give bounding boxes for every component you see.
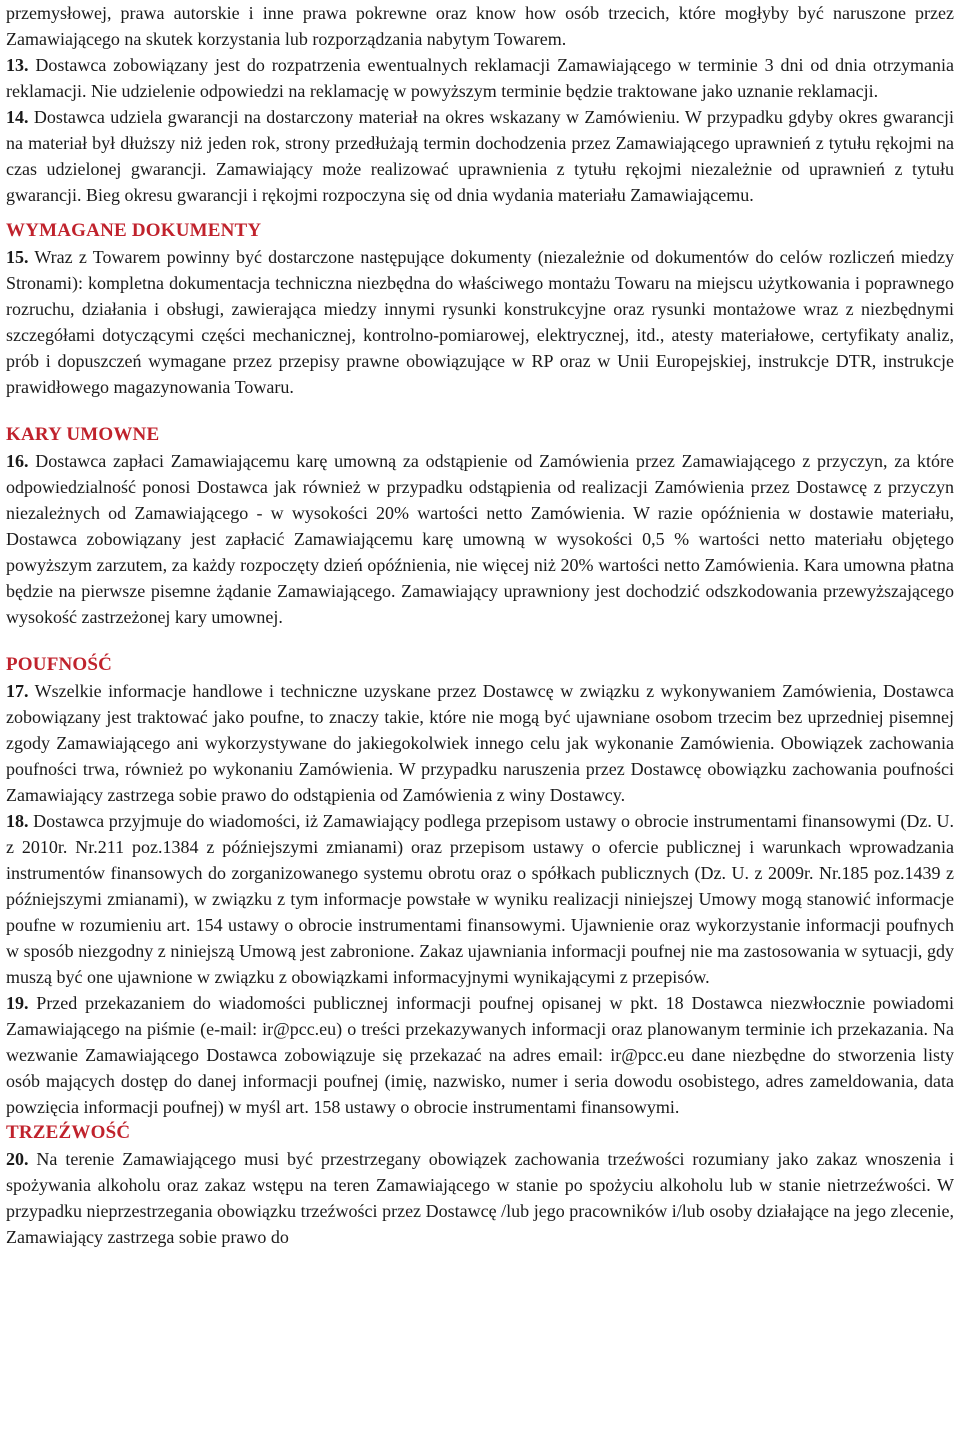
paragraph-number: 15. [6, 247, 29, 267]
paragraph-text: Wszelkie informacje handlowe i techniczne uzyskane przez Dostawcę w związku z wykonywaniem Zamówienia, Dostawca zobowiązany jest traktować jako poufne, to znaczy takie, które nie mogą być ujawniane osobom trzecim bez uprzedniej pisemnej zgody Zamawiającego ani wykorzystywane do jakiegokolwiek innego celu jak wykonanie Zamówienia. Obowiązek zachowania poufności trwa, również po wykonaniu Zamówienia. W przypadku naruszenia przez Dostawcę obowiązku zachowania poufności Zamawiający zastrzega sobie prawo do odstąpienia od Zamówienia z winy Dostawcy. [6, 681, 954, 805]
paragraph-17 [6, 678, 954, 808]
paragraph-text: Dostawca przyjmuje do wiadomości, iż Zamawiający podlega przepisom ustawy o obrocie instrumentami finansowymi (Dz. U. z 2010r. Nr.211 poz.1384 z późniejszymi zmianami) oraz przepisom ustawy o ofercie publicznej i warunkach wprowadzania instrumentów finansowych do zorganizowanego systemu obrotu oraz o spółkach publicznych (Dz. U. z 2009r. Nr.185 poz.1439 z późniejszymi zmianami), w związku z tym informacje powstałe w wyniku realizacji niniejszej Umowy mogą stanowić informacje poufne w rozumieniu art. 154 ustawy o obrocie instrumentami finansowymi. Ujawnienie oraz wykorzystanie informacji poufnych w sposób niezgodny z niniejszą Umową jest zabronione. Zakaz ujawniania informacji poufnej nie ma zastosowania w sytuacji, gdy muszą być one ujawnione w związku z obowiązkami informacyjnymi wynikającymi z przepisów. [6, 811, 954, 987]
paragraph-13 [6, 52, 954, 104]
paragraph-20 [6, 1146, 954, 1250]
paragraph-number: 20. [6, 1149, 29, 1169]
paragraph-14 [6, 104, 954, 208]
section-heading-trzezwosc: TRZEŹWOŚĆ [6, 1122, 131, 1143]
section-heading-dokumenty: WYMAGANE DOKUMENTY [6, 220, 262, 241]
paragraph-number: 18. [6, 811, 29, 831]
paragraph-18 [6, 808, 954, 990]
paragraph-text: Na terenie Zamawiającego musi być przestrzegany obowiązek zachowania trzeźwości rozumiany jako zakaz wnoszenia i spożywania alkoholu oraz zakaz wstępu na teren Zamawiającego w stanie po spożyciu alkoholu lub w stanie nietrzeźwości. W przypadku nieprzestrzegania obowiązku trzeźwości przez Dostawcę /lub jego pracowników i/lub osoby działające na jego zlecenie, Zamawiający zastrzega sobie prawo do [6, 1149, 954, 1247]
paragraph-15 [6, 244, 954, 400]
paragraph-number: 14. [6, 107, 29, 127]
paragraph-19 [6, 990, 954, 1120]
paragraph-number: 19. [6, 993, 29, 1013]
paragraph-text: Dostawca udziela gwarancji na dostarczony materiał na okres wskazany w Zamówieniu. W przypadku gdyby okres gwarancji na materiał był dłuższy niż jeden rok, strony przedłużają termin dochodzenia przez Zamawiającego uprawnień z tytułu rękojmi na czas udzielonej gwarancji. Zamawiający może realizować uprawnienia z tytułu rękojmi niezależnie od uprawnień z tytułu gwarancji. Bieg okresu gwarancji i rękojmi rozpoczyna się od dnia wydania materiału Zamawiającemu. [6, 107, 954, 205]
paragraph-number: 16. [6, 451, 29, 471]
paragraph-text: Przed przekazaniem do wiadomości publicznej informacji poufnej opisanej w pkt. 18 Dostawca niezwłocznie powiadomi Zamawiającego na piśmie (e-mail: ir@pcc.eu) o treści przekazywanych informacji oraz planowanym terminie ich przekazania. Na wezwanie Zamawiającego Dostawca zobowiązuje się przekazać na adres email: ir@pcc.eu dane niezbędne do stworzenia listy osób mających dostęp do danej informacji poufnej (imię, nazwisko, numer i seria dowodu osobistego, adres zameldowania, data powzięcia informacji poufnej) w myśl art. 158 ustawy o obrocie instrumentami finansowymi. [6, 993, 954, 1117]
paragraph-12-tail: przemysłowej, prawa autorskie i inne prawa pokrewne oraz know how osób trzecich, które mogłyby być naruszone przez Zamawiającego na skutek korzystania lub rozporządzania nabytym Towarem. [6, 3, 954, 49]
paragraph-text: Wraz z Towarem powinny być dostarczone następujące dokumenty (niezależnie od dokumentów do celów rozliczeń miedzy Stronami): kompletna dokumentacja techniczna niezbędna do właściwego montażu Towaru na miejscu użytkowania i poprawnego rozruchu, działania i obsługi, zawierająca miedzy innymi rysunki konstrukcyjne oraz rysunki montażowe wraz z niezbędnymi szczegółami dotyczącymi części mechanicznej, kontrolno-pomiarowej, elektrycznej, itd., atesty materiałowe, certyfikaty analiz, prób i dopuszczeń wymagane przez przepisy prawne obowiązujące w RP oraz w Unii Europejskiej, instrukcje DTR, instrukcje prawidłowego magazynowania Towaru. [6, 247, 954, 397]
paragraph-16 [6, 448, 954, 630]
section-heading-poufnosc: POUFNOŚĆ [6, 654, 113, 675]
paragraph-text: Dostawca zobowiązany jest do rozpatrzenia ewentualnych reklamacji Zamawiającego w terminie 3 dni od dnia otrzymania reklamacji. Nie udzielenie odpowiedzi na reklamację w powyższym terminie będzie traktowane jako uznanie reklamacji. [6, 55, 954, 101]
paragraph-number: 17. [6, 681, 29, 701]
paragraph-number: 13. [6, 55, 29, 75]
paragraph-text: Dostawca zapłaci Zamawiającemu karę umowną za odstąpienie od Zamówienia przez Zamawiającego z przyczyn, za które odpowiedzialność ponosi Dostawca jak również w przypadku odstąpienia od realizacji Zamówienia przez Dostawcę z przyczyn niezależnych od Zamawiającego - w wysokości 20% wartości netto Zamówienia. W razie opóźnienia w dostawie materiału, Dostawca zobowiązany jest zapłacić Zamawiającemu karę umowną w wysokości 0,5 % wartości netto materiału objętego powyższym zarzutem, za każdy rozpoczęty dzień opóźnienia, nie więcej niż 20% wartości netto Zamówienia. Kara umowna płatna będzie na pierwsze pisemne żądanie Zamawiającego. Zamawiający uprawniony jest dochodzić odszkodowania przewyższającego wysokość zastrzeżonej kary umownej. [6, 451, 954, 627]
section-heading-kary: KARY UMOWNE [6, 424, 160, 445]
